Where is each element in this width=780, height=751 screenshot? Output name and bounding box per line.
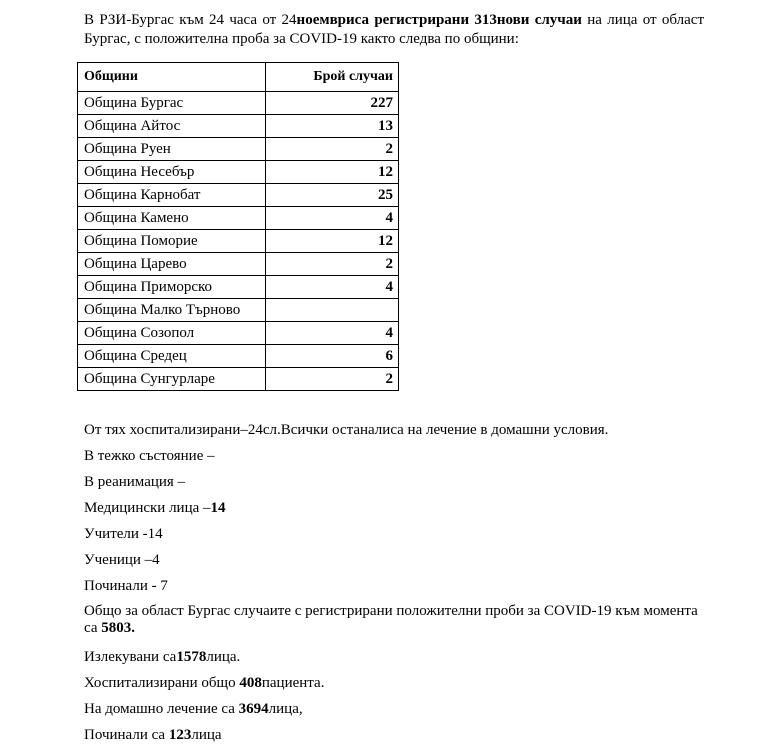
home-treatment-value: 3694 <box>238 701 269 717</box>
case-count: 4 <box>266 322 399 345</box>
municipality-name: Община Бургас <box>78 92 266 115</box>
hospitalized-total-label: Хоспитализирани общо <box>84 675 240 691</box>
municipality-name: Община Камено <box>78 207 266 230</box>
case-count: 12 <box>266 161 399 184</box>
municipality-name: Община Приморско <box>78 276 266 299</box>
teachers-line: Учители -14 <box>84 526 163 542</box>
case-count: 12 <box>266 230 399 253</box>
cured-unit: лица. <box>206 649 241 665</box>
home-treatment-unit: лица, <box>268 701 303 717</box>
municipality-name: Община Малко Търново <box>78 299 266 322</box>
municipality-cases-table <box>77 62 399 391</box>
cured-line <box>84 649 240 666</box>
municipality-name: Община Айтос <box>78 115 266 138</box>
intro-text-3: на лица от област Бургас, с положителна проба за COVID-19 както следва по общини: <box>84 12 705 47</box>
municipality-name: Община Руен <box>78 138 266 161</box>
deceased-total-value: 123 <box>168 727 192 743</box>
table-row <box>78 230 399 253</box>
municipality-name: Община Царево <box>78 253 266 276</box>
table-row <box>78 276 399 299</box>
municipality-name: Община Поморие <box>78 230 266 253</box>
municipality-name: Община Созопол <box>78 322 266 345</box>
table-row <box>78 184 399 207</box>
hospitalized-total-line <box>84 675 324 692</box>
total-cases-paragraph <box>84 603 704 637</box>
table-row <box>78 207 399 230</box>
intro-text-1: В РЗИ-Бургас към 24 часа от 24 <box>84 12 297 28</box>
case-count: 13 <box>266 115 399 138</box>
table-row <box>78 299 399 322</box>
home-treatment-line <box>84 701 303 718</box>
icu-line: В реанимация – <box>84 474 186 490</box>
total-cases-value: 5803. <box>101 620 135 636</box>
table-header-row <box>78 63 399 92</box>
cured-label: Излекувани са <box>84 649 177 665</box>
home-treatment-label: На домашно лечение са <box>84 701 239 717</box>
case-count <box>266 299 399 322</box>
hospitalized-line: От тях хоспитализирани–24сл.Всички останалиса на лечение в домашни условия. <box>84 422 609 438</box>
medics-label: Медицински лица – <box>84 500 211 516</box>
header-case-count: Брой случаи <box>266 63 399 92</box>
case-count: 2 <box>266 138 399 161</box>
severe-condition-line: В тежко състояние – <box>84 448 215 464</box>
table-row <box>78 138 399 161</box>
table-row <box>78 115 399 138</box>
intro-paragraph <box>84 11 704 49</box>
case-count: 4 <box>266 207 399 230</box>
case-count: 25 <box>266 184 399 207</box>
intro-bold-new-cases: регистрирани 313нови случаи <box>374 12 582 28</box>
total-cases-text: Общо за област Бургас случаите с регистрирани положителни проби за COVID-19 към момента са <box>84 603 698 636</box>
municipality-name: Община Сунгурларе <box>78 368 266 391</box>
table-row <box>78 161 399 184</box>
case-count: 227 <box>266 92 399 115</box>
intro-bold-month: ноември <box>296 12 355 28</box>
intro-text-2: са <box>354 12 375 28</box>
municipality-name: Община Средец <box>78 345 266 368</box>
table-row <box>78 345 399 368</box>
header-municipalities: Общини <box>78 63 266 92</box>
deceased-total-line <box>84 727 222 744</box>
case-count: 2 <box>266 368 399 391</box>
cured-value: 1578 <box>176 649 207 665</box>
medics-value: 14 <box>210 500 226 516</box>
table-row <box>78 368 399 391</box>
deceased-total-unit: лица <box>191 727 222 743</box>
municipality-name: Община Несебър <box>78 161 266 184</box>
case-count: 4 <box>266 276 399 299</box>
medics-line <box>84 500 226 517</box>
table-row <box>78 253 399 276</box>
deceased-total-label: Починали са <box>84 727 169 743</box>
case-count: 2 <box>266 253 399 276</box>
municipality-name: Община Карнобат <box>78 184 266 207</box>
students-line: Ученици –4 <box>84 552 160 568</box>
hospitalized-total-value: 408 <box>239 675 262 691</box>
hospitalized-total-unit: пациента. <box>261 675 325 691</box>
deceased-today-line: Починали - 7 <box>84 578 168 594</box>
table-row <box>78 322 399 345</box>
table-row <box>78 92 399 115</box>
case-count: 6 <box>266 345 399 368</box>
